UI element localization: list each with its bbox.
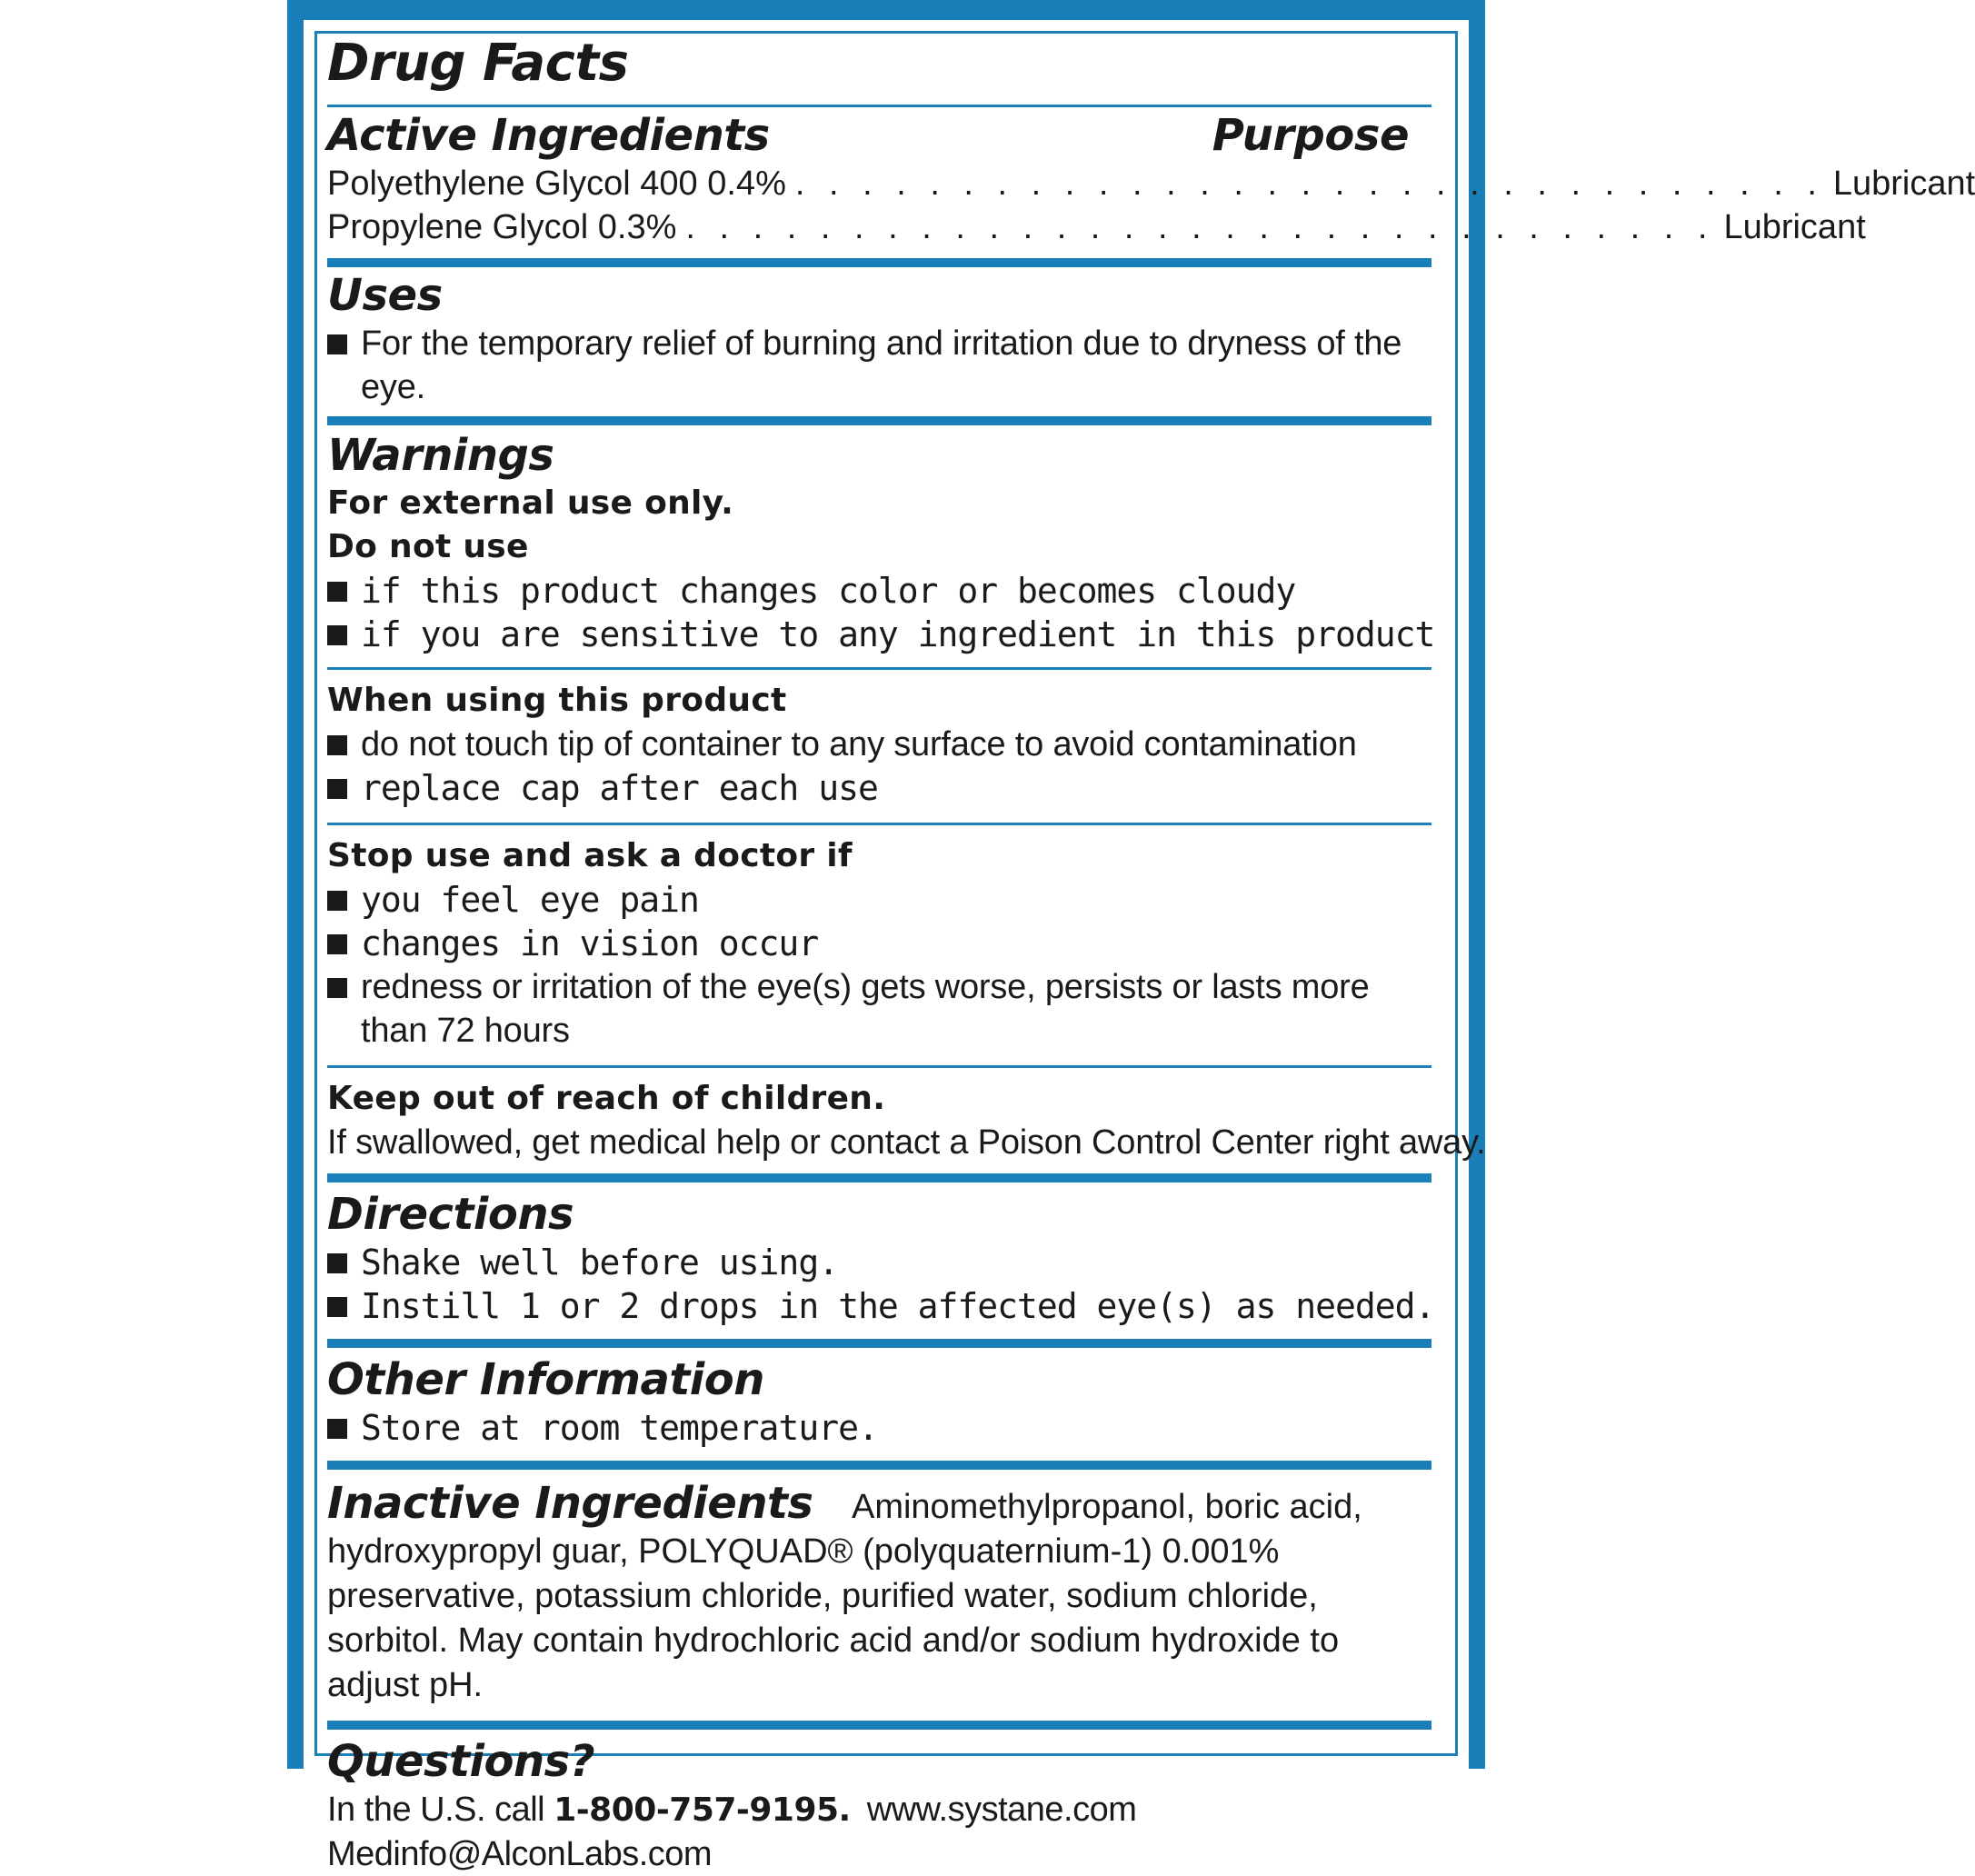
list-item: For the temporary relief of burning and irritation due to dryness of the eye. <box>327 322 1436 409</box>
call-prefix: In the U.S. call <box>327 1791 545 1829</box>
drug-facts-content <box>327 31 1975 1876</box>
list-item: changes in vision occur <box>327 922 1436 965</box>
ingredient-name: Propylene Glycol 0.3% <box>327 208 677 246</box>
section-divider <box>327 1339 1431 1348</box>
section-divider <box>327 416 1431 425</box>
section-divider <box>327 1721 1431 1730</box>
section-divider <box>327 258 1431 267</box>
bullet-square-icon <box>327 1253 347 1273</box>
stop-use-section <box>327 825 1436 1053</box>
bullet-square-icon <box>327 779 347 799</box>
ingredient-name: Polyethylene Glycol 400 0.4% <box>327 165 786 203</box>
list-item: you feel eye pain <box>327 878 1436 922</box>
questions-heading: Questions? <box>327 1736 595 1787</box>
inactive-ingredients-heading: Inactive Ingredients <box>327 1478 813 1529</box>
warnings-heading: Warnings <box>327 430 554 481</box>
ingredient-purpose: Lubricant <box>1723 208 1866 246</box>
directions-heading: Directions <box>327 1189 574 1240</box>
stop-use-heading: Stop use and ask a doctor if <box>327 837 853 874</box>
list-item: if you are sensitive to any ingredient in this product <box>327 613 1436 656</box>
bullet-square-icon <box>327 582 347 602</box>
inactive-ingredients-section <box>327 1470 1436 1708</box>
section-divider <box>327 1173 1431 1182</box>
when-using-section <box>327 670 1436 810</box>
ingredient-row <box>327 205 1866 249</box>
bullet-square-icon <box>327 334 347 354</box>
other-information-heading: Other Information <box>327 1354 764 1405</box>
ingredient-purpose: Lubricant <box>1832 165 1975 203</box>
bullet-square-icon <box>327 1297 347 1317</box>
children-heading: Keep out of reach of children. <box>327 1080 886 1117</box>
list-item: if this product changes color or becomes cloudy <box>327 569 1436 613</box>
when-using-heading: When using this product <box>327 682 787 719</box>
bullet-square-icon <box>327 978 347 998</box>
children-text: If swallowed, get medical help or contact a Poison Control Center right away. <box>327 1123 1486 1162</box>
bullet-square-icon <box>327 625 347 645</box>
active-ingredients-section <box>327 107 1975 249</box>
active-header-row <box>327 109 1409 162</box>
bullet-square-icon <box>327 891 347 911</box>
list-item: redness or irritation of the eye(s) gets worse, persists or lasts more than 72 hours <box>327 965 1436 1053</box>
inactive-ingredients-text: Aminomethylpropanol, boric acid, hydroxypropyl guar, POLYQUAD® (polyquaternium-1) 0.001% preservative, potassium chloride, purified water, sodium chloride, sorbitol. May contain hydrochloric acid and/or sodium hydroxide to adjust pH. <box>327 1488 1362 1704</box>
list-item: do not touch tip of container to any surface to avoid contamination <box>327 723 1436 766</box>
do-not-use-heading: Do not use <box>327 528 529 565</box>
list-item: Shake well before using. <box>327 1241 1436 1284</box>
leader-dots: . . . . . . . . . . . . . . . . . . . . . . . . . . . . . . . <box>685 208 1715 246</box>
leader-dots: . . . . . . . . . . . . . . . . . . . . . . . . . . . . . . . <box>794 165 1824 203</box>
warnings-section <box>327 425 1436 656</box>
uses-section <box>327 267 1436 409</box>
questions-section <box>327 1730 1436 1876</box>
bullet-square-icon <box>327 1419 347 1439</box>
contact-line <box>327 1788 1436 1832</box>
uses-heading: Uses <box>327 270 443 321</box>
list-item: Store at room temperature. <box>327 1406 1436 1450</box>
external-use-text: For external use only. <box>327 484 734 522</box>
ingredient-row <box>327 162 1975 205</box>
list-item: Instill 1 or 2 drops in the affected eye(s) as needed. <box>327 1284 1436 1328</box>
website-link[interactable]: www.systane.com <box>866 1791 1137 1829</box>
email-link[interactable]: Medinfo@AlconLabs.com <box>327 1835 713 1873</box>
active-ingredients-heading: Active Ingredients <box>327 110 770 161</box>
list-item: replace cap after each use <box>327 766 1436 810</box>
bullet-square-icon <box>327 934 347 954</box>
page-title: Drug Facts <box>327 34 629 93</box>
directions-section <box>327 1182 1436 1328</box>
purpose-heading: Purpose <box>1212 110 1409 161</box>
children-section <box>327 1068 1486 1164</box>
section-divider <box>327 1461 1431 1470</box>
bullet-square-icon <box>327 735 347 755</box>
inactive-ingredients-paragraph <box>327 1477 1418 1708</box>
other-information-section <box>327 1348 1436 1450</box>
phone-number: 1-800-757-9195. <box>554 1791 851 1829</box>
